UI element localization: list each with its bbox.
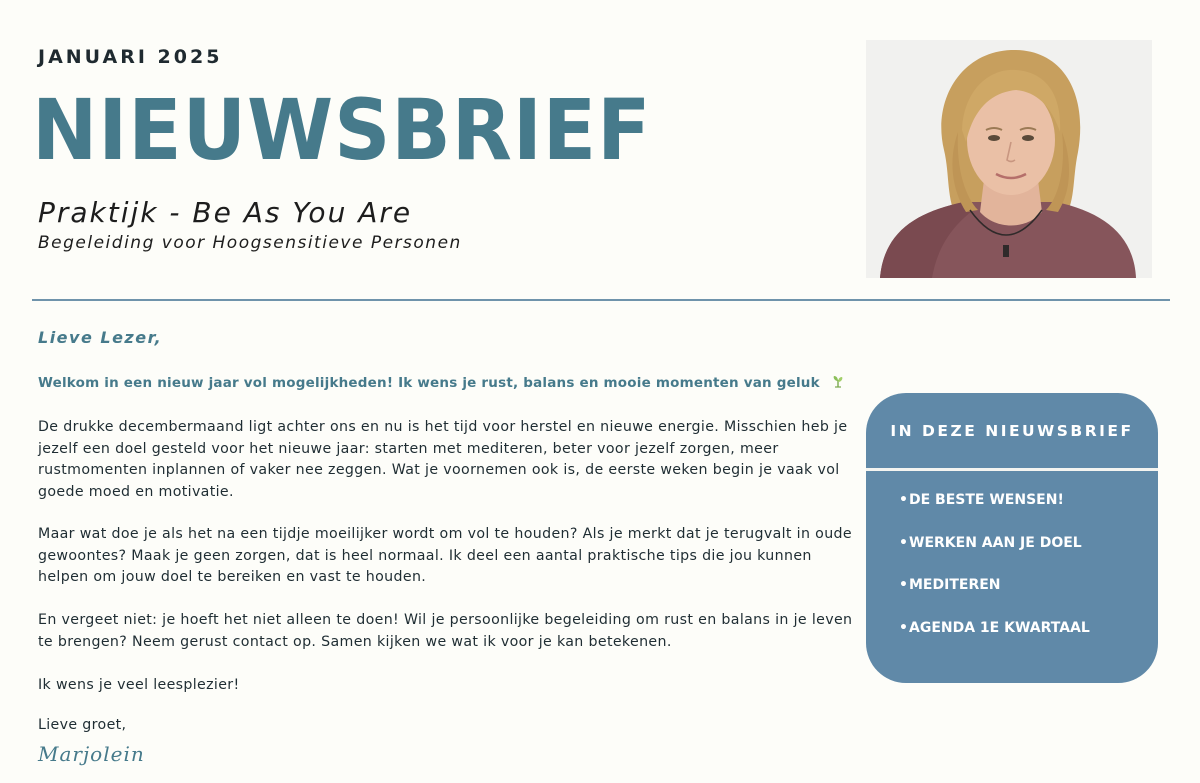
sprout-icon [831, 374, 845, 392]
contents-item[interactable] [899, 577, 1158, 620]
contents-list [866, 471, 1158, 662]
body-paragraph: Ik wens je veel leesplezier! [38, 677, 240, 693]
letter-greeting: Lieve Lezer, [38, 328, 163, 347]
contents-item[interactable] [899, 535, 1158, 578]
contents-box [866, 393, 1158, 683]
contents-item-label: AGENDA 1E KWARTAAL [909, 619, 1090, 636]
contents-item[interactable] [899, 492, 1158, 535]
contents-item[interactable] [899, 620, 1158, 663]
bullet-icon: • [899, 577, 908, 593]
bullet-icon: • [899, 534, 908, 551]
practice-name: Praktijk - Be As You Are [38, 196, 413, 229]
contents-item-label: WERKEN AAN JE DOEL [909, 534, 1082, 551]
contents-item-label: MEDITEREN [909, 577, 1001, 593]
welcome-line [38, 374, 845, 392]
body-paragraph: De drukke decembermaand ligt achter ons en nu is het tijd voor herstel en nieuwe energie. Misschien heb je jezelf een doel gesteld voor het nieuwe jaar: starten met mediteren, beter voor jezelf zorgen, meer rustmomenten inplannen of vaker nee zeggen. Wat je voornemen ook is, de eerste weken begin je vaak vol goede moed en motivatie. [38, 419, 848, 500]
body-paragraph: En vergeet niet: je hoeft het niet alleen te doen! Wil je persoonlijke begeleiding om rust en balans in je leven te brengen? Neem gerust contact op. Samen kijken we wat ik voor je kan betekenen. [38, 612, 853, 650]
bullet-icon: • [899, 619, 908, 636]
bullet-icon: • [899, 492, 908, 508]
contents-item-label: DE BESTE WENSEN! [909, 492, 1064, 508]
body-paragraph: Maar wat doe je als het na een tijdje moeilijker wordt om vol te houden? Als je merkt dat je terugvalt in oude gewoontes? Maak je geen zorgen, dat is heel normaal. Ik deel een aantal praktische tips die jou kunnen helpen om jouw doel te bereiken en vast te houden. [38, 526, 852, 585]
practice-tagline: Begeleiding voor Hoogsensitieve Personen [38, 233, 462, 253]
author-photo [866, 40, 1152, 278]
signature: Marjolein [38, 742, 145, 766]
welcome-text: Welkom in een nieuw jaar vol mogelijkheden! Ik wens je rust, balans en mooie momenten van geluk [38, 375, 820, 391]
contents-heading: IN DEZE NIEUWSBRIEF [890, 421, 1134, 440]
portrait-illustration [866, 40, 1152, 278]
letter-closing: Lieve groet, [38, 717, 127, 733]
issue-date: JANUARI 2025 [38, 46, 223, 68]
newsletter-title: NIEUWSBRIEF [32, 81, 652, 179]
header-divider [32, 299, 1170, 301]
